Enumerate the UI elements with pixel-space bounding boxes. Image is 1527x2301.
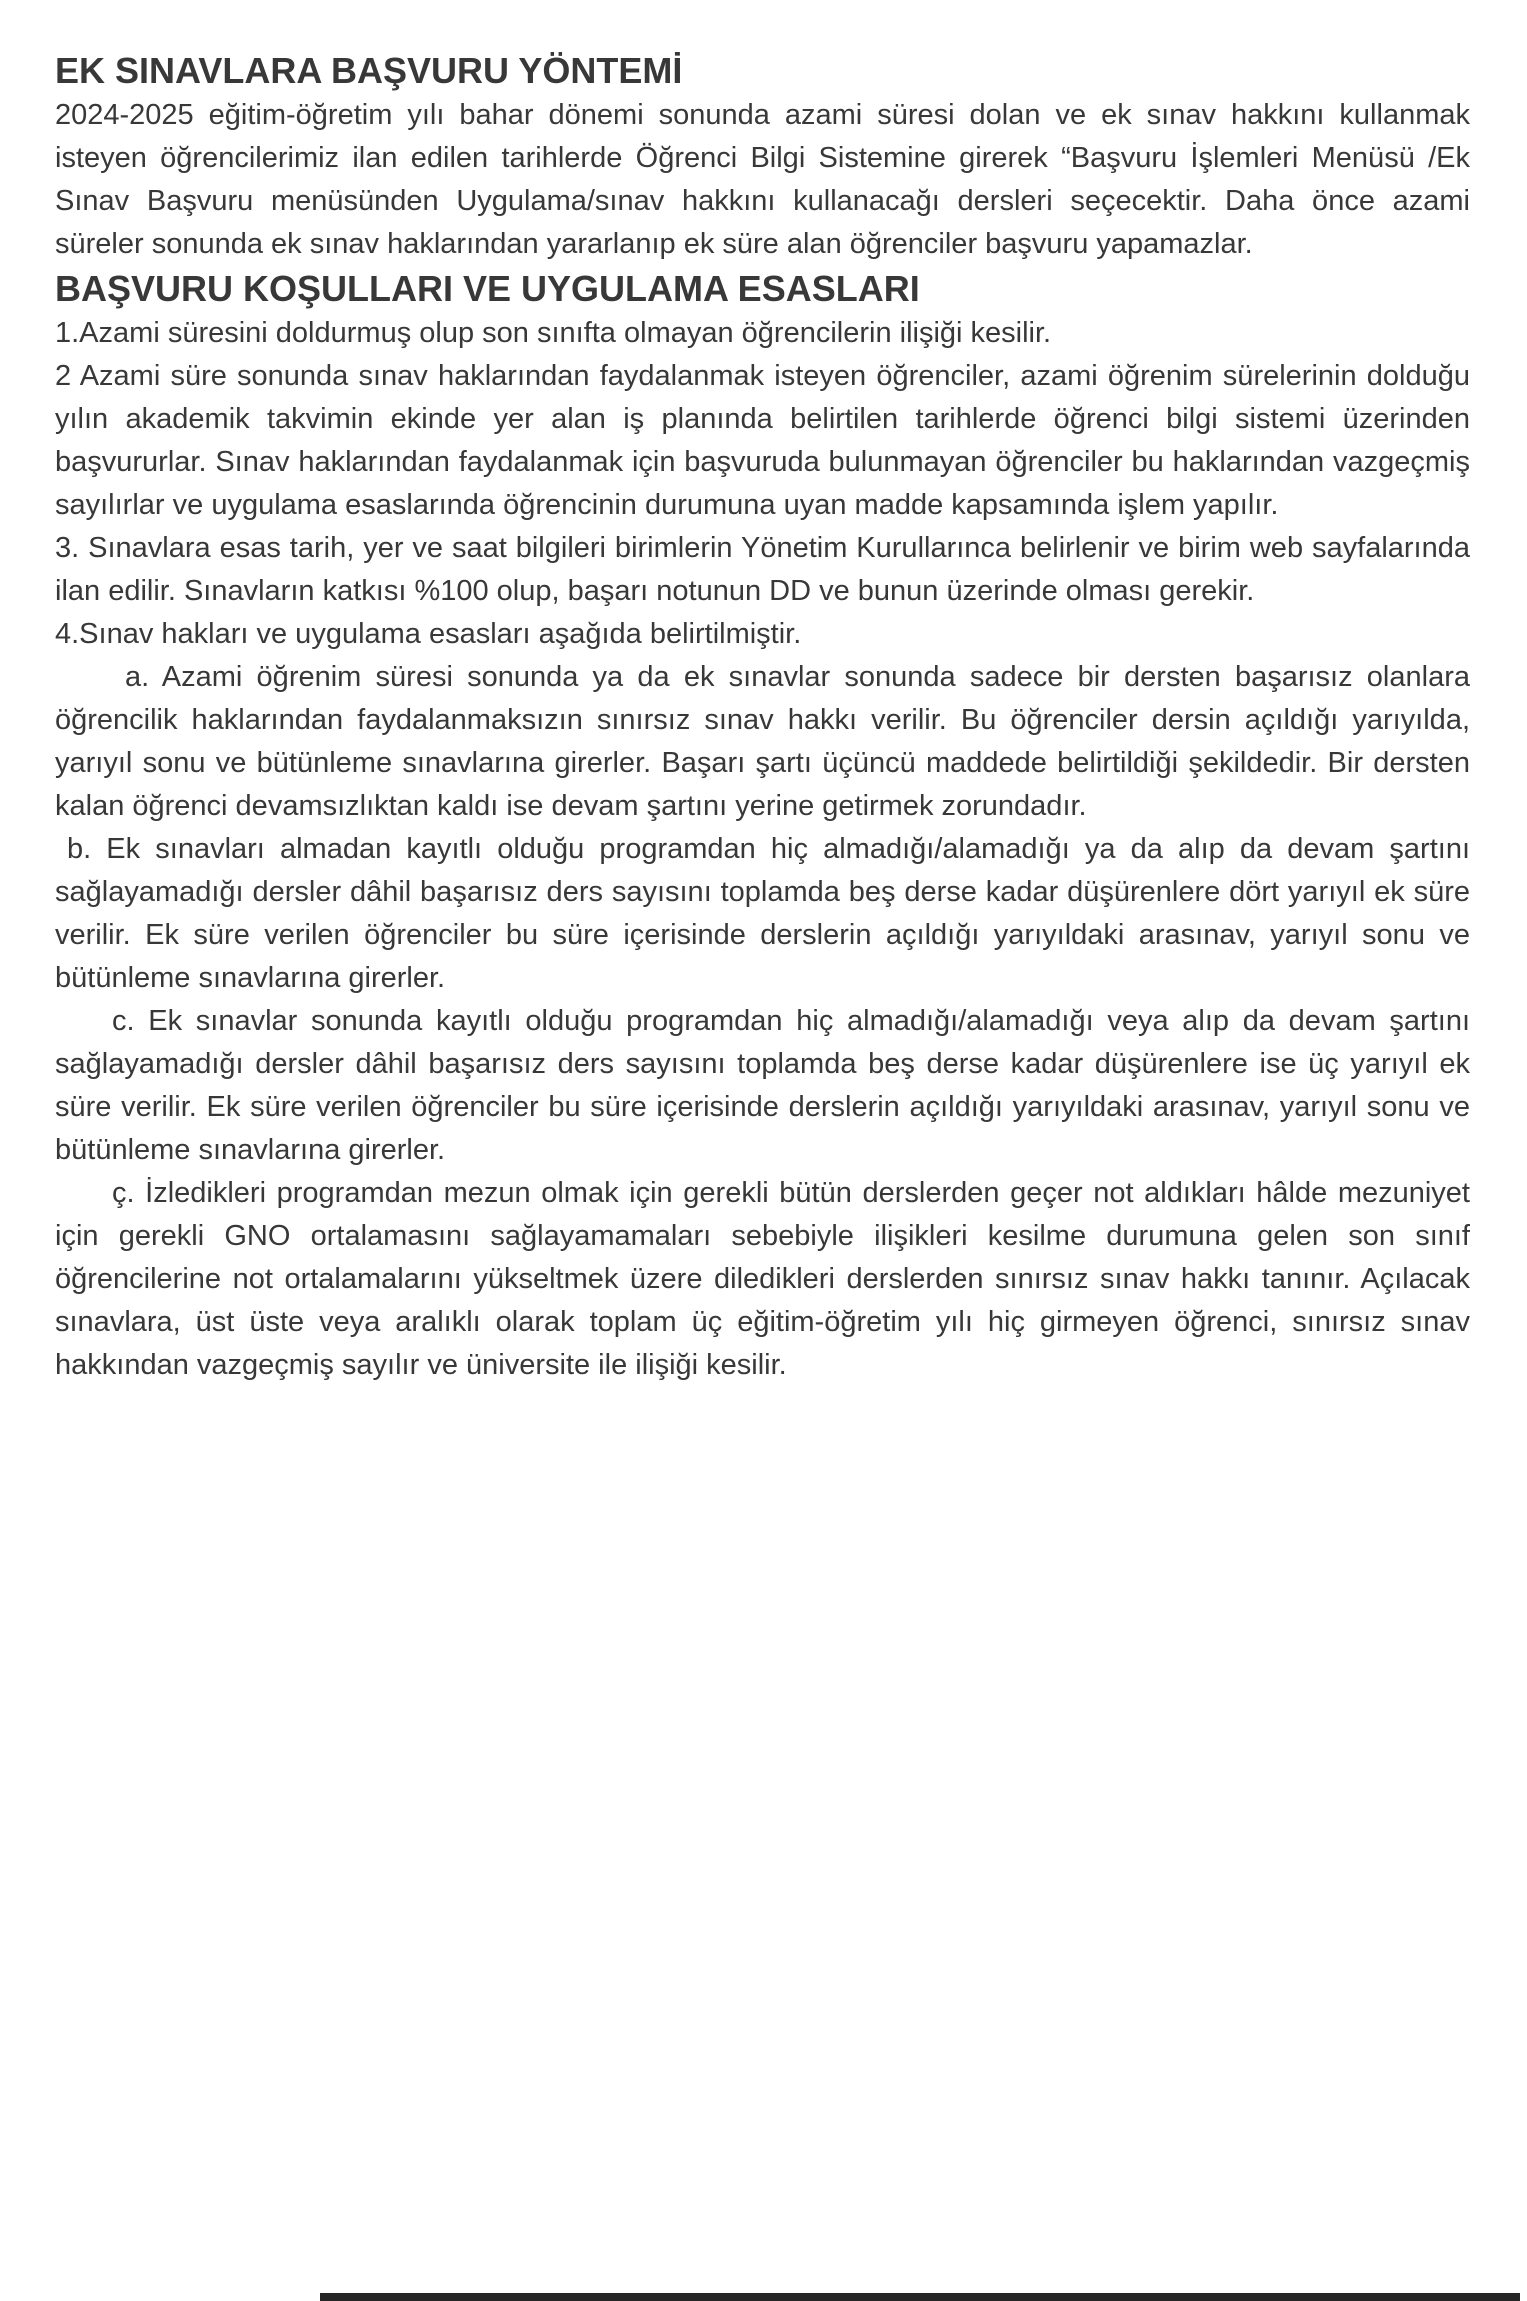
section-heading: BAŞVURU KOŞULLARI VE UYGULAMA ESASLARI [55,268,920,309]
rule-item-1: 1.Azami süresini doldurmuş olup son sınıfta olmayan öğrencilerin ilişiği kesilir. [55,317,1052,349]
intro-paragraph: 2024-2025 eğitim-öğretim yılı bahar dönemi sonunda azami süresi dolan ve ek sınav hakkını kullanmak isteyen öğrencilerimiz ilan edilen tarihlerde Öğrenci Bilgi Sistemine girerek “Başvuru İşlemleri Menüsü /Ek Sınav Başvuru menüsünden Uygulama/sınav hakkını kullanacağı dersleri seçecektir. Daha önce azami süreler sonunda ek sınav haklarından yararlanıp ek süre alan öğrenciler başvuru yapamazlar. [55,99,1470,260]
bottom-edge-bar [320,2293,1520,2301]
sub-rule-cedilla-c: ç. İzledikleri programdan mezun olmak için gerekli bütün derslerden geçer not aldıkları hâlde mezuniyet için gerekli GNO ortalamasını sağlayamamaları sebebiyle ilişikleri kesilme durumuna gelen son sınıf öğrencilerine not ortalamalarını yükseltmek üzere diledikleri derslerden sınırsız sınav hakkı tanınır. Açılacak sınavlara, üst üste veya aralıklı olarak toplam üç eğitim-öğretim yılı hiç girmeyen öğrenci, sınırsız sınav hakkından vazgeçmiş sayılır ve üniversite ile ilişiği kesilir. [55,1177,1470,1381]
rule-item-3: 3. Sınavlara esas tarih, yer ve saat bilgileri birimlerin Yönetim Kurullarınca belirlenir ve birim web sayfalarında ilan edilir. Sınavların katkısı %100 olup, başarı notunun DD ve bunun üzerinde olması gerekir. [55,532,1470,607]
sub-rule-a: a. Azami öğrenim süresi sonunda ya da ek sınavlar sonunda sadece bir dersten başarısız olanlara öğrencilik haklarından faydalanmaksızın sınırsız sınav hakkı verilir. Bu öğrenciler dersin açıldığı yarıyılda, yarıyıl sonu ve bütünleme sınavlarına girerler. Başarı şartı üçüncü maddede belirtildiği şekildedir. Bir dersten kalan öğrenci devamsızlıktan kaldı ise devam şartını yerine getirmek zorundadır. [55,661,1470,822]
document-title: EK SINAVLARA BAŞVURU YÖNTEMİ [55,50,683,91]
rule-item-2: 2 Azami süre sonunda sınav haklarından faydalanmak isteyen öğrenciler, azami öğrenim sürelerinin dolduğu yılın akademik takvimin ekinde yer alan iş planında belirtilen tarihlerde öğrenci bilgi sistemi üzerinden başvururlar. Sınav haklarından faydalanmak için başvuruda bulunmayan öğrenciler bu haklarından vazgeçmiş sayılırlar ve uygulama esaslarında öğrencinin durumuna uyan madde kapsamında işlem yapılır. [55,360,1470,521]
sub-rule-c: c. Ek sınavlar sonunda kayıtlı olduğu programdan hiç almadığı/alamadığı veya alıp da devam şartını sağlayamadığı dersler dâhil başarısız ders sayısını toplamda beş derse kadar düşürenlere ise üç yarıyıl ek süre verilir. Ek süre verilen öğrenciler bu süre içerisinde derslerin açıldığı yarıyıldaki arasınav, yarıyıl sonu ve bütünleme sınavlarına girerler. [55,1005,1470,1166]
rule-item-4: 4.Sınav hakları ve uygulama esasları aşağıda belirtilmiştir. [55,618,802,650]
sub-rule-b: b. Ek sınavları almadan kayıtlı olduğu programdan hiç almadığı/alamadığı ya da alıp da devam şartını sağlayamadığı dersler dâhil başarısız ders sayısını toplamda beş derse kadar düşürenlere dört yarıyıl ek süre verilir. Ek süre verilen öğrenciler bu süre içerisinde derslerin açıldığı yarıyıldaki arasınav, yarıyıl sonu ve bütünleme sınavlarına girerler. [55,833,1470,994]
